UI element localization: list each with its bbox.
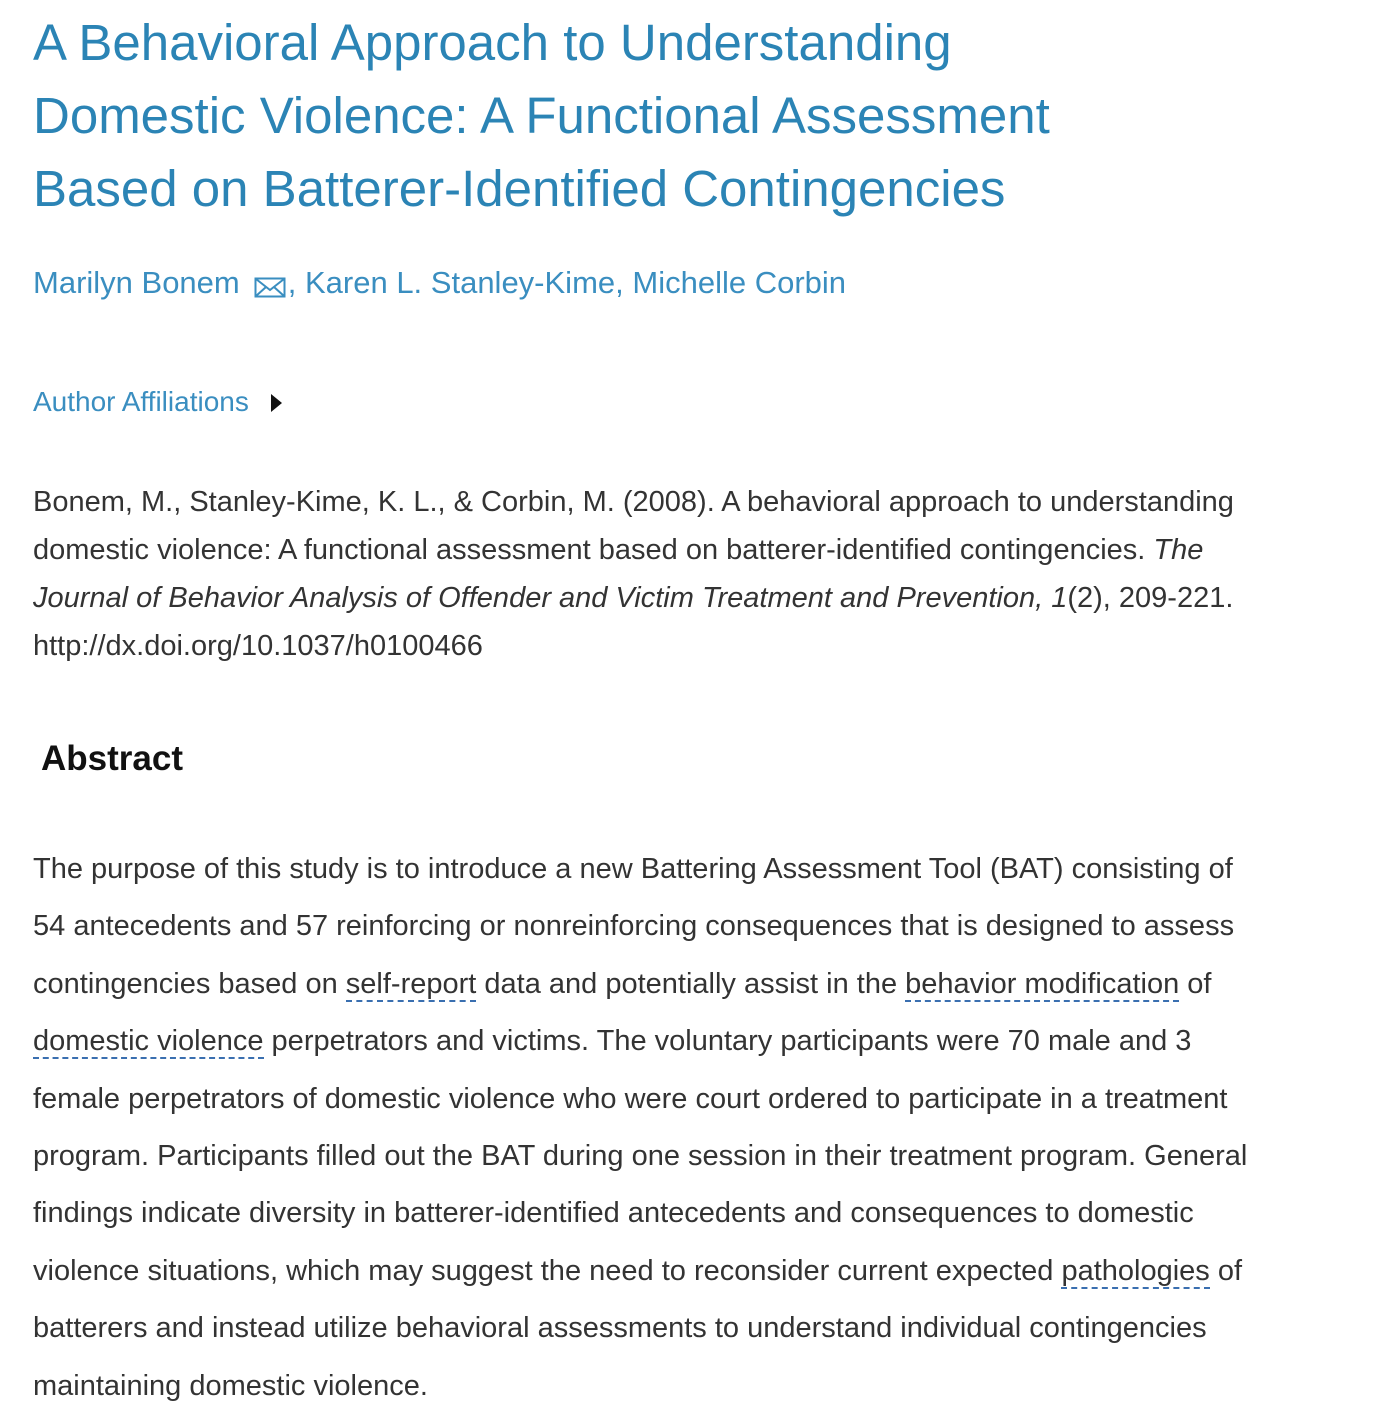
abstract-text: of	[1209, 1254, 1243, 1287]
abstract-text: violence situations, which may suggest the need to reconsider current expected	[33, 1254, 1062, 1287]
abstract-line: female perpetrators of domestic violence who were court ordered to participate in a treatment	[33, 1082, 1228, 1115]
citation-line	[33, 526, 1385, 574]
journal-name: Journal of Behavior Analysis of Offender and Victim Treatment and Prevention, 1	[33, 582, 1068, 614]
abstract-line: maintaining domestic violence.	[33, 1369, 428, 1402]
title-line: A Behavioral Approach to Understanding	[33, 14, 952, 71]
abstract-line: program. Participants filled out the BAT during one session in their treatment program. General	[33, 1140, 1248, 1173]
author-link-corbin[interactable]: Michelle Corbin	[632, 265, 847, 300]
abstract-line	[33, 1013, 1393, 1070]
abstract-text: data and potentially assist in the	[476, 967, 906, 1000]
abstract-line: 54 antecedents and 57 reinforcing or nonreinforcing consequences that is designed to assess	[33, 910, 1235, 943]
article-title	[33, 6, 1233, 225]
citation-line: Bonem, M., Stanley-Kime, K. L., & Corbin, M. (2008). A behavioral approach to understanding	[33, 486, 1234, 518]
caret-right-icon[interactable]	[271, 394, 282, 412]
abstract-body	[33, 841, 1393, 1415]
author-affiliations-label: Author Affiliations	[33, 386, 249, 417]
term-link-pathologies[interactable]: pathologies	[1061, 1254, 1210, 1287]
abstract-text: contingencies based on	[33, 967, 346, 1000]
abstract-line	[33, 956, 1393, 1013]
abstract-text: perpetrators and victims. The voluntary participants were 70 male and 3	[263, 1025, 1192, 1058]
author-separator: ,	[287, 265, 305, 300]
author-link-bonem[interactable]: Marilyn Bonem	[33, 265, 240, 300]
envelope-icon[interactable]	[254, 275, 286, 299]
abstract-line	[33, 1243, 1393, 1300]
title-line: Based on Batterer-Identified Contingencies	[33, 160, 1006, 217]
term-link-behavior-modification[interactable]: behavior modification	[905, 967, 1180, 1000]
author-list	[33, 263, 846, 303]
abstract-text: of	[1179, 967, 1212, 1000]
citation	[33, 478, 1385, 670]
abstract-line: findings indicate diversity in batterer-identified antecedents and consequences to domestic	[33, 1197, 1194, 1230]
term-link-domestic-violence[interactable]: domestic violence	[33, 1025, 264, 1058]
citation-text: domestic violence: A functional assessment based on batterer-identified contingencies.	[33, 534, 1154, 566]
citation-doi: http://dx.doi.org/10.1037/h0100466	[33, 630, 483, 662]
abstract-heading: Abstract	[41, 739, 183, 778]
term-link-self-report[interactable]: self-report	[345, 967, 477, 1000]
abstract-line: batterers and instead utilize behavioral assessments to understand individual contingencies	[33, 1312, 1207, 1345]
title-line: Domestic Violence: A Functional Assessment	[33, 87, 1050, 144]
citation-line	[33, 574, 1385, 622]
author-separator: ,	[615, 265, 633, 300]
abstract-line: The purpose of this study is to introduce a new Battering Assessment Tool (BAT) consisting of	[33, 853, 1233, 885]
citation-pages: (2), 209-221.	[1067, 582, 1234, 614]
author-affiliations-toggle[interactable]	[33, 384, 282, 420]
journal-name: The	[1153, 534, 1204, 566]
author-link-stanley-kime[interactable]: Karen L. Stanley-Kime	[304, 265, 616, 300]
